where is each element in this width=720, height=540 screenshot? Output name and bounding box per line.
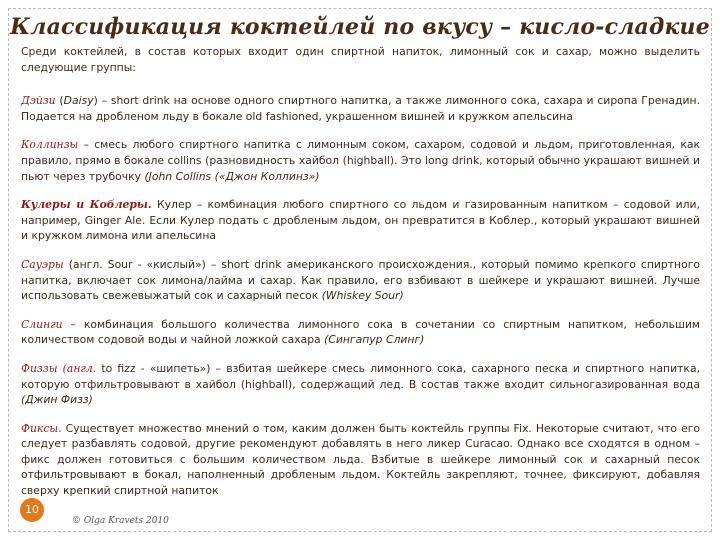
slide-content bbox=[21, 44, 700, 512]
term-sours: Сауэры bbox=[21, 257, 64, 271]
page-number-badge: 10 bbox=[20, 498, 44, 522]
term-coolers: Кулеры и Коблеры. bbox=[21, 198, 152, 212]
section-collins bbox=[21, 137, 700, 184]
section-daisy-text-2: ) – short drink на основе одного спиртного напитка, а также лимонного сока, сахара и сиропа Гренадин. Подается на дробленом льду в бокале old fashioned, украшенном вишней и кружком апельсина bbox=[21, 94, 700, 123]
section-sours bbox=[21, 257, 700, 304]
term-slings: Слинги – bbox=[21, 317, 76, 331]
slide-title: Классификация коктейлей по вкусу – кисло-сладкие bbox=[10, 14, 710, 40]
intro-paragraph: Среди коктейлей, в состав которых входит один спиртной напиток, лимонный сок и сахар, можно выделить следующие группы: bbox=[21, 45, 700, 74]
section-slings-text: комбинация большого количества лимонного сока в сочетании со спиртным напитком, небольшим количеством содовой воды и чайной ложкой сахара bbox=[21, 317, 700, 347]
section-collins-note: (John Collins («Джон Коллинз») bbox=[144, 169, 320, 183]
section-fizzes-text: to fizz - «шипеть») – взбитая шейкере смесь лимонного сока, сахарного песка и спиртного напитка, которую отфильтровывают в хайбол (highball), содержащий лед. В состав также входит сильногазированная вода bbox=[21, 361, 700, 391]
section-fizzes-note: (Джин Физз) bbox=[21, 393, 93, 407]
section-fixes-text: Существует множество мнений о том, каким должен быть коктейль группы Fix. Некоторые считают, что его следует разбавлять содовой, другие рекомендуют добавлять в него ликер Curacao. Однако все сходятся в одном – фикс должен готовиться с большим количеством льда. Взбитые в шейкере лимонный сок и сахарный песок отфильтровывают в бокал, наполненный дробленым льдом. Коктейль закрепляют, точнее, фиксируют, добавляя сверху крепкий спиртной напиток bbox=[21, 421, 700, 498]
term-fizzes: Физзы (англ. bbox=[21, 361, 97, 375]
section-coolers-text: Кулер – комбинация любого спиртного со льдом и газированным напитком – содовой или, например, Ginger Ale. Если Кулер подать с дробленым льдом, он превратится в Коблер., который украшают вишней и кружком лимона или апельсина bbox=[21, 198, 700, 243]
section-daisy bbox=[21, 93, 700, 124]
section-fizzes bbox=[21, 361, 700, 408]
section-collins-text: – смесь любого спиртного напитка с лимонным соком, сахаром, содовой и льдом, приготовленная, как правило, прямо в бокале collins (разновидность хайбол (highball). Это long drink, который обычно украшают вишней и пьют через трубочку bbox=[21, 138, 700, 183]
copyright-footer: © Olga Kravets 2010 bbox=[72, 516, 169, 526]
section-sours-text: (англ. Sour - «кислый») – short drink американского происхождения., который помимо крепкого спиртного напитка, включает сок лимона/лайма и сахар. Как правило, его взбивают в шейкере и украшают вишней. Лучше использовать свежевыжатый сок и сахарный песок bbox=[21, 257, 700, 303]
term-daisy: Дэйзи bbox=[21, 94, 56, 108]
section-coolers bbox=[21, 197, 700, 244]
section-slings-note: (Сингапур Слинг) bbox=[324, 333, 425, 347]
section-daisy-note: Daisy bbox=[63, 94, 94, 108]
section-slings bbox=[21, 317, 700, 348]
section-fixes bbox=[21, 421, 700, 499]
term-fixes: Фиксы. bbox=[21, 421, 62, 435]
section-daisy-text: ( bbox=[55, 94, 64, 108]
section-sours-note: (Whiskey Sour) bbox=[321, 289, 404, 303]
term-collins: Коллинзы bbox=[21, 138, 79, 152]
